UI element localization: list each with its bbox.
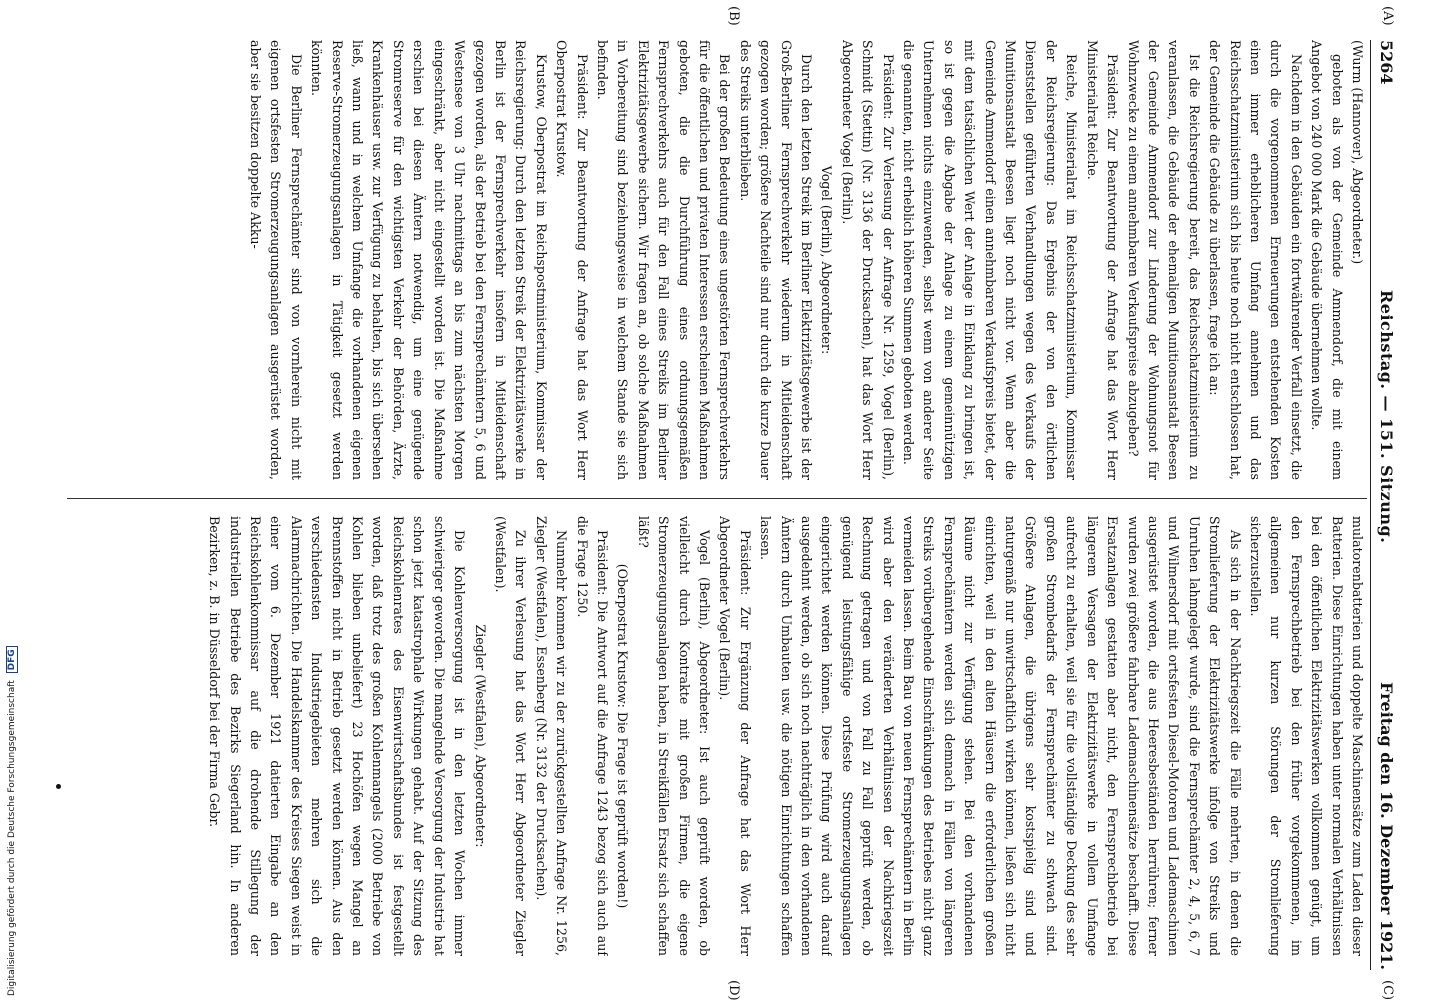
dfg-logo: DFG bbox=[6, 646, 18, 673]
header-rule bbox=[1370, 40, 1371, 970]
paragraph: Die Kohlenversorgung ist in den letzten Wochen immer schwieriger geworden. Die mangelnde Versorgung der Industrie hat schon jetzt katastrophale Wirkungen gehabt. Auf der Sitzung des Reichskohlenrates des Eisenwirtschaftsbundes ist festgestellt worden, daß trotz des großen Kohlenmangels (2000 Betriebe von Kohlen blieben unbeliefert) 23 Hochöfen wegen Mangel an Brennstoffen nicht in Betrieb gesetzt werden können. Aus den verschiedensten Industriegebieten mehren sich die Alarmnachrichten. Die Handelskammer des Kreises Siegen weist in einer vom 6. Dezember 1921 datierten Eingabe an den Reichskohlenkommissar auf die drohende Stillegung der industriellen Betriebe des Bezirks Siegerland hin. In anderen Bezirken, z. B. in Düsseldorf bei der Firma Gebr. bbox=[207, 516, 468, 956]
paragraph: Zu ihrer Verlesung hat das Wort Herr Abgeordneter Ziegler (Westfalen). bbox=[492, 516, 529, 956]
paragraph: Präsident: Zur Beantwortung der Anfrage hat das Wort Herr Oberpostrat Krustow. bbox=[554, 40, 590, 480]
rotated-page bbox=[27, 6, 1397, 1001]
margin-mark-c: (C) bbox=[1380, 980, 1395, 1001]
paragraph: Präsident: Zur Ergänzung der Anfrage hat das Wort Herr Abgeordneter Vogel (Berlin). bbox=[717, 516, 753, 956]
page-number: 5264 bbox=[1377, 40, 1396, 85]
paragraph: Präsident: Zur Beantwortung der Anfrage hat das Wort Herr Ministerialrat Reiche. bbox=[1084, 40, 1121, 480]
page-title: Reichstag. — 151. Sitzung. bbox=[1377, 290, 1396, 544]
paragraph: Vogel (Berlin), Abgeordneter: Ist auch geprüft worden, ob vielleicht durch Kontrakte mit großen Firmen, die eigene Stromerzeugungsanlagen haben, in Streikfällen Ersatz sich schaffen läßt? bbox=[635, 516, 712, 956]
left-text-column bbox=[47, 40, 1367, 480]
column-divider bbox=[67, 498, 1367, 499]
paragraph: Als sich in der Nachkriegszeit die Fälle mehrten, in denen die Stromlieferung der Elektrizitätswerke infolge von Streiks und Unruhen lahmgelegt wurde, sind die Fernsprechämter 2, 4, 5, 6, 7 und Wilmersdorf mit ortsfesten Diesel-Motoren und Lademaschinen ausgerüstet worden, die aus Heeresbeständen herrühren; ferner wurden zwei größere fahrbare Lademaschinensätze beschafft. Diese Ersatzanlagen gestatten aber nicht, den Fernsprechbetrieb bei längerem Versagen der Elektrizitätswerke in vollem Umfange aufrecht zu erhalten, weil sie für die vollständige Deckung des sehr großen Strombedarfs der Fernsprechämter zu schwach sind. Größere Anlagen, die übrigens sehr kostspielig sind und naturgemäß nur unwirtschaftlich wirken können, ließen sich nicht einrichten, weil in den alten Häusern die erforderlichen großen Räume nicht zur Verfügung stehen. Bei den vorhandenen Fernsprechämtern werden sich demnach in Fällen von längeren Streiks vorübergehende Einschränkungen des Betriebes nicht ganz vermeiden lassen. Beim Bau von neuen Fernsprechämtern in Berlin wird aber den veränderten Verhältnissen der Nachkriegszeit Rechnung getragen und von Fall zu Fall geprüft werden, ob genügend leistungsfähige ortsfeste Stromerzeugungsanlagen eingerichtet werden können. Diese Prüfung wird auch darauf ausgedehnt werden, ob sich noch nachträglich in den vorhandenen Ämtern durch Umbauten usw. die nötigen Einrichtungen schaffen lassen. bbox=[758, 516, 1243, 956]
digitization-credit bbox=[6, 646, 18, 996]
paragraph: Durch den letzten Streik im Berliner Elektrizitätsgewerbe ist der Groß-Berliner Fernsprechverkehr wiederum in Mitleidenschaft gezogen worden; größere Nachteile sind nur durch die kurze Dauer des Streiks unterblieben. bbox=[737, 40, 815, 480]
paragraph: Präsident: Die Antwort auf die Anfrage 1243 bezog sich auch auf die Frage 1250. bbox=[574, 516, 610, 956]
paragraph: Präsident: Zur Verlesung der Anfrage Nr. 1259, Vogel (Berlin), Schmidt (Stettin) (Nr. 3136 der Drucksachen), hat das Wort Herr Abgeordneter Vogel (Berlin). bbox=[839, 40, 896, 480]
paragraph: mulatorenbatterien und doppelte Maschinensätze zum Laden dieser Batterien. Diese Einrichtungen haben unter normalen Verhältnissen bei den öffentlichen Elektrizitätswerken vollkommen genügt, um den Fernsprechbetrieb bei den früher vorgekommenen, im allgemeinen nur kurzen Störungen der Stromlieferung sicherzustellen. bbox=[1247, 516, 1365, 956]
paragraph: Bei der großen Bedeutung eines ungestörten Fernsprechverkehrs für die öffentlichen und privaten Interessen erscheinen Maßnahmen geboten, die die Durchführung eines ordnungsgemäßen Fernsprechverkehrs auch für den Fall eines Streiks im Berliner Elektrizitätsgewerbe sichern. Wir fragen an, ob solche Maßnahmen in Vorbereitung sind beziehungsweise in welchem Stande sie sich befinden. bbox=[594, 40, 733, 480]
paragraph: Ist die Reichsregierung bereit, das Reichsschatzministerium zu veranlassen, die Gebäude der ehemaligen Munitionsanstalt Beesen der Gemeinde Ammendorf zur Linderung der Wohnungsnot für Wohnzwecke zu einem annehmbaren Verkaufspreise abzugeben? bbox=[1125, 40, 1202, 480]
speaker-line: Ziegler (Westfalen), Abgeordneter: bbox=[472, 624, 488, 848]
paragraph: geboten als von der Gemeinde Ammendorf, die mit einem Angebot von 240 000 Mark die Gebäude übernehmen wollte. bbox=[1309, 40, 1345, 480]
paragraph: Krustow, Oberpostrat im Reichspostministerium, Kommissar der Reichsregierung: Durch den letzten Streik der Elektrizitätswerke in Berlin ist der Fernsprechverkehr insofern in Mitleidenschaft gezogen worden, als der Betrieb bei den Fernsprechämtern 5, 6 und Westensee von 3 Uhr nachmittags an bis zum nächsten Morgen eingeschränkt, aber nicht eingestellt worden ist. Die Maßnahme erschien bei diesen Ämtern notwendig, um eine genügende Stromreserve für den wichtigsten Verkehr der Behörden, Ärzte, Krankenhäuser usw. zur Verfügung zu behalten, bis sich übersehen ließ, wann und in welchem Umfange die vorhandenen eigenen Reserve-Stromerzeugungsanlagen in Tätigkeit gesetzt werden könnten. bbox=[309, 40, 549, 480]
margin-mark-b: (B) bbox=[726, 6, 741, 26]
stray-dot bbox=[56, 784, 61, 789]
credit-text: Digitalisierung gefördert durch die Deutsche Forschungsgemeinschaft bbox=[7, 680, 17, 996]
right-text-column bbox=[47, 516, 1367, 956]
margin-mark-d: (D) bbox=[726, 980, 741, 1001]
session-date: Freitag den 16. Dezember 1921. bbox=[1377, 682, 1396, 970]
speaker-line: Vogel (Berlin), Abgeordneter: bbox=[819, 165, 835, 355]
paragraph: (Wurm (Hannover), Abgeordneter.) bbox=[1350, 40, 1365, 265]
margin-mark-a: (A) bbox=[1380, 6, 1395, 26]
interjection: (Oberpostrat Krustow: Die Frage ist geprüft worden!) bbox=[615, 563, 631, 909]
paragraph: Nunmehr kommen wir zu der zurückgestellten Anfrage Nr. 1256, Ziegler (Westfalen), Essenberg (Nr. 3132 der Drucksachen). bbox=[533, 516, 570, 956]
paragraph: Reiche, Ministerialrat im Reichsschatzministerium, Kommissar der Reichsregierung: Das Ergebnis der von den örtlichen Dienststellen geführten Verhandlungen wegen des Verkaufs der Munitionsanstalt Beesen liegt noch nicht vor. Wenn aber die Gemeinde Ammendorf einen annehmbaren Verkaufspreis bietet, der mit dem tatsächlichen Wert der Anlage in Einklang zu bringen ist, so ist gegen die Abgabe der Anlage zu einem gemeinnützigen Unternehmen nichts einzuwenden, selbst wenn von anderer Seite die genannten, nicht erheblich höheren Summen geboten werden. bbox=[901, 40, 1080, 480]
paragraph: Nachdem in den Gebäuden ein fortwährender Verfall einsetzt, die durch die vorgenommenen Erneuerungen entstehenden Kosten einen immer erheblicheren Umfang annehmen und das Reichsschatzministerium sich bis heute noch nicht entschlossen hat, der Gemeinde die Gebäude zu überlassen, frage ich an: bbox=[1207, 40, 1304, 480]
page-header bbox=[1371, 40, 1397, 970]
paragraph: Die Berliner Fernsprechämter sind von vornherein nicht mit eigenen ortsfesten Stromerzeugungsanlagen ausgerüstet worden, aber sie besitzen doppelte Akku- bbox=[248, 40, 304, 480]
